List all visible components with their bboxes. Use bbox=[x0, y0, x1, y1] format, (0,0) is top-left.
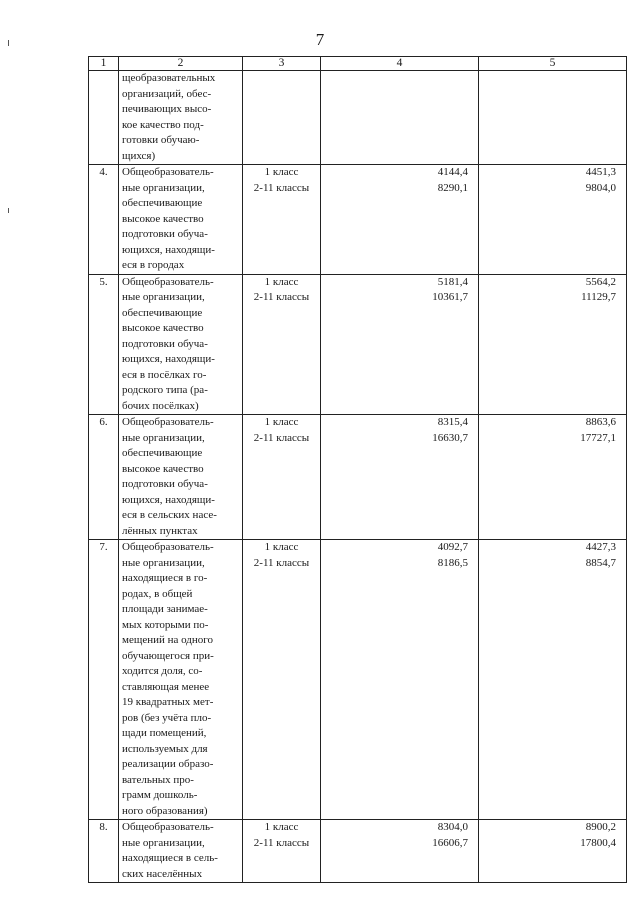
norm-value: 8304,0 bbox=[437, 821, 468, 833]
class-group-cell bbox=[243, 415, 321, 540]
scan-edge-mark bbox=[8, 40, 9, 46]
norm-value: 4451,3 bbox=[585, 166, 616, 178]
norm-value: 11129,7 bbox=[581, 291, 616, 303]
table-row bbox=[89, 274, 627, 415]
value-col4-cell bbox=[321, 165, 479, 275]
description-line: ные организации, bbox=[122, 291, 205, 303]
norm-value: 8315,4 bbox=[437, 416, 468, 428]
norm-value: 4427,3 bbox=[585, 541, 616, 553]
class-group-cell bbox=[243, 820, 321, 883]
description-line: родского типа (ра- bbox=[122, 384, 208, 396]
norm-value: 9804,0 bbox=[585, 181, 616, 194]
class-group: 1 класс bbox=[264, 166, 299, 178]
description-line: ров (без учёта пло- bbox=[122, 711, 212, 724]
description-line: грамм дошколь- bbox=[122, 789, 198, 801]
class-group: 1 класс bbox=[264, 275, 299, 288]
value-col5-cell bbox=[479, 71, 627, 165]
description-line: ющихся, находящи- bbox=[122, 243, 215, 256]
organization-description bbox=[119, 165, 243, 275]
header-cell: 4 bbox=[321, 57, 479, 71]
description-line: еся в посёлках го- bbox=[122, 368, 207, 381]
description-line: ходится доля, со- bbox=[122, 665, 203, 677]
description-line: высокое качество bbox=[122, 462, 204, 475]
class-group-cell bbox=[243, 165, 321, 275]
class-group-cell bbox=[243, 71, 321, 165]
description-line: Общеобразователь- bbox=[122, 275, 214, 288]
norm-value: 17800,4 bbox=[580, 836, 616, 849]
table-row bbox=[89, 71, 627, 165]
description-line: ные организации, bbox=[122, 431, 205, 444]
organization-description bbox=[119, 415, 243, 540]
class-group: 1 класс bbox=[264, 541, 299, 553]
header-cell: 2 bbox=[119, 57, 243, 71]
description-line: Общеобразователь- bbox=[122, 166, 214, 178]
description-line: площади занимае- bbox=[122, 603, 208, 615]
value-col4-cell bbox=[321, 274, 479, 415]
header-cell: 5 bbox=[479, 57, 627, 71]
norm-value: 8863,6 bbox=[585, 416, 616, 428]
description-line: находящиеся в го- bbox=[122, 572, 208, 584]
description-line: родах, в общей bbox=[122, 587, 193, 600]
description-line: лённых пунктах bbox=[122, 524, 198, 537]
value-col5-cell bbox=[479, 415, 627, 540]
row-number: 6. bbox=[89, 415, 119, 540]
row-number: 8. bbox=[89, 820, 119, 883]
description-line: еся в городах bbox=[122, 259, 185, 271]
value-col4-cell bbox=[321, 71, 479, 165]
description-line: бочих посёлках) bbox=[122, 399, 199, 412]
description-line: ских населённых bbox=[122, 867, 203, 880]
norm-value: 5181,4 bbox=[437, 275, 468, 288]
table-row bbox=[89, 165, 627, 275]
norm-value: 16606,7 bbox=[432, 836, 468, 849]
class-group-cell bbox=[243, 540, 321, 820]
class-group: 2-11 классы bbox=[253, 431, 310, 444]
description-line: щихся) bbox=[122, 149, 156, 162]
class-group-cell bbox=[243, 274, 321, 415]
norm-value: 10361,7 bbox=[432, 291, 468, 303]
table-row bbox=[89, 540, 627, 820]
description-line: Общеобразователь- bbox=[122, 541, 214, 553]
description-line: Общеобразователь- bbox=[122, 416, 214, 428]
norm-value: 8900,2 bbox=[585, 821, 616, 833]
description-line: ставляющая менее bbox=[122, 680, 210, 693]
header-cell: 1 bbox=[89, 57, 119, 71]
row-number bbox=[89, 71, 119, 165]
description-line: еся в сельских насе- bbox=[122, 509, 217, 521]
description-line: ющихся, находящи- bbox=[122, 353, 215, 365]
description-line: ные организации, bbox=[122, 556, 205, 569]
organization-description bbox=[119, 71, 243, 165]
value-col4-cell bbox=[321, 540, 479, 820]
page-number: 7 bbox=[315, 30, 325, 49]
organization-description bbox=[119, 820, 243, 883]
class-group: 2-11 классы bbox=[253, 291, 310, 303]
norm-value: 4092,7 bbox=[437, 541, 468, 553]
description-line: 19 квадратных мет- bbox=[122, 696, 214, 708]
description-line: подготовки обуча- bbox=[122, 337, 208, 350]
norm-value: 8854,7 bbox=[585, 556, 616, 569]
row-number: 5. bbox=[89, 274, 119, 415]
description-line: обеспечивающие bbox=[122, 197, 203, 209]
description-line: готовки обучаю- bbox=[122, 134, 200, 146]
description-line: обучающегося при- bbox=[122, 649, 214, 662]
table-header-row bbox=[89, 57, 627, 71]
description-line: высокое качество bbox=[122, 322, 204, 334]
row-number: 7. bbox=[89, 540, 119, 820]
description-line: кое качество под- bbox=[122, 118, 204, 131]
description-line: ного образования) bbox=[122, 804, 208, 817]
table-row bbox=[89, 415, 627, 540]
value-col4-cell bbox=[321, 415, 479, 540]
norm-value: 8290,1 bbox=[437, 181, 468, 194]
norms-table bbox=[88, 56, 627, 883]
description-line: щеобразовательных bbox=[122, 72, 216, 84]
value-col4-cell bbox=[321, 820, 479, 883]
class-group: 1 класс bbox=[264, 416, 299, 428]
description-line: мых которыми по- bbox=[122, 618, 209, 631]
table-row bbox=[89, 820, 627, 883]
organization-description bbox=[119, 540, 243, 820]
description-line: Общеобразователь- bbox=[122, 821, 214, 833]
description-line: обеспечивающие bbox=[122, 447, 203, 459]
description-line: вательных про- bbox=[122, 773, 194, 786]
description-line: щади помещений, bbox=[122, 727, 207, 739]
description-line: обеспечивающие bbox=[122, 306, 203, 319]
norm-value: 17727,1 bbox=[580, 431, 616, 444]
norm-value: 4144,4 bbox=[437, 166, 468, 178]
value-col5-cell bbox=[479, 820, 627, 883]
class-group: 2-11 классы bbox=[253, 556, 310, 569]
scan-edge-mark bbox=[8, 208, 9, 213]
class-group: 2-11 классы bbox=[253, 181, 310, 194]
header-cell: 3 bbox=[243, 57, 321, 71]
description-line: подготовки обуча- bbox=[122, 228, 208, 240]
organization-description bbox=[119, 274, 243, 415]
description-line: мещений на одного bbox=[122, 634, 214, 646]
description-line: реализации образо- bbox=[122, 758, 214, 770]
norm-value: 5564,2 bbox=[585, 275, 616, 288]
description-line: организаций, обес- bbox=[122, 87, 212, 100]
description-line: подготовки обуча- bbox=[122, 478, 208, 490]
norm-value: 16630,7 bbox=[432, 431, 468, 444]
description-line: ные организации, bbox=[122, 181, 205, 194]
description-line: используемых для bbox=[122, 742, 208, 755]
value-col5-cell bbox=[479, 540, 627, 820]
description-line: ющихся, находящи- bbox=[122, 493, 215, 506]
description-line: находящиеся в сель- bbox=[122, 852, 218, 864]
description-line: высокое качество bbox=[122, 212, 204, 225]
class-group: 1 класс bbox=[264, 821, 299, 833]
value-col5-cell bbox=[479, 165, 627, 275]
value-col5-cell bbox=[479, 274, 627, 415]
description-line: ные организации, bbox=[122, 836, 205, 849]
norm-value: 8186,5 bbox=[437, 556, 468, 569]
description-line: печивающих высо- bbox=[122, 103, 212, 115]
class-group: 2-11 классы bbox=[253, 836, 310, 849]
row-number: 4. bbox=[89, 165, 119, 275]
